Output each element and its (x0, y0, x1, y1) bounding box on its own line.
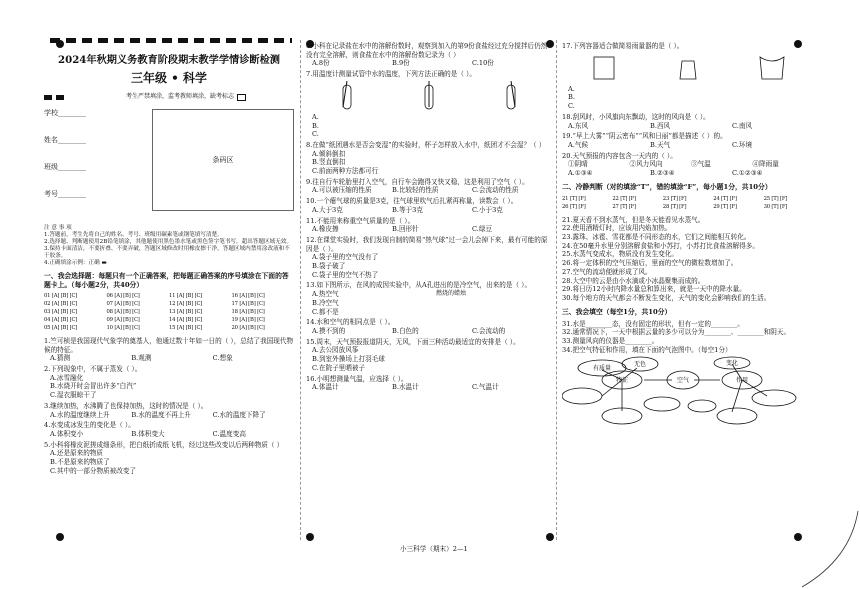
question-options (562, 160, 814, 169)
answer-option: C.①②③④ (732, 169, 763, 178)
answer-option: C. (312, 130, 319, 139)
judge-statement: 23.露珠、冰雹、雪花都是不同形态的水，它们之间能相互转化。 (562, 233, 751, 242)
question-options (306, 59, 552, 68)
question-options (306, 186, 552, 195)
choice-bubble-row[interactable]: 10 [A] [B] [C] (106, 324, 140, 331)
judge-answer-grid[interactable] (562, 196, 814, 211)
answer-option: A.气候 (568, 140, 589, 149)
answer-option: C.湿衣服晾干了 (50, 391, 97, 400)
answer-option: A.①③④ (568, 169, 593, 178)
choice-bubble-row[interactable]: 19 [A] [B] [C] (231, 316, 265, 323)
answer-option: ①阴晴 (568, 160, 588, 169)
choice-answer-grid[interactable] (44, 293, 294, 332)
note-line: 3.保持卡面清洁，不要折叠、不要弄破，答题区域修改时用橡皮擦干净，答题区域内禁用涂改液和不干胶条。 (44, 246, 290, 260)
answer-option: B.不是原来的物质了 (50, 458, 110, 467)
choice-bubble-row[interactable]: 02 [A] [B] [C] (44, 301, 78, 308)
judge-bubble-row[interactable]: 24 [T] [F] (713, 195, 737, 202)
question-text: 5.小科将橡皮泥搓成细条形，把白纸折成纸飞机，经过这些改变以后两种物质（ ） (44, 440, 284, 449)
choice-bubble-row[interactable]: 04 [A] [B] [C] (44, 316, 78, 323)
answer-option: C.前面两种方法都可行 (312, 167, 379, 176)
question-text: 7.用温度计测量试管中水的温度，下列方法正确的是（ ）。 (306, 70, 476, 79)
question-options (562, 169, 814, 178)
column-divider (556, 40, 557, 540)
registration-dot (306, 533, 314, 541)
barcode-area: 条码区 (152, 109, 294, 211)
bubble-right: 作用 (735, 377, 749, 385)
question-options (306, 225, 552, 234)
school-field[interactable]: 学校________ (44, 109, 86, 118)
answer-option: B.②③④ (650, 169, 675, 178)
question-text: 9.往自行车轮胎里打入空气，自行车会跑得又快又稳，这是利用了空气（ ）。 (306, 177, 529, 186)
answer-option: A.水的温度继续上升 (50, 410, 110, 419)
note-line: 注 意 事 项 (44, 225, 72, 232)
judge-statement: 28.大空中的云是由小水滴或小冰晶聚集而成的。 (562, 276, 705, 285)
judge-questions (562, 216, 814, 303)
choice-bubble-row[interactable]: 05 [A] [B] [C] (44, 324, 78, 331)
answer-option: A.还是原来的物质 (50, 449, 104, 458)
gauge-figures (562, 53, 814, 83)
note-line: 4.正确填涂示例：正确 ▬ (44, 260, 107, 267)
question-options (306, 346, 552, 372)
gauge-figure (754, 53, 790, 83)
bubble-center: 空气 (676, 377, 690, 385)
thermo-figure (411, 81, 447, 111)
judge-statement: 24.在50毫升水里分别溶解食盐和小苏打，小苏打比食盐溶解得多。 (562, 241, 759, 250)
question-options (562, 141, 814, 150)
answer-option: A.可以被压缩的性质 (312, 186, 372, 195)
answer-option: A.东风 (568, 121, 589, 130)
note-line: 1.答题前，考生先将自己的姓名、考号、班级用碳素笔或钢笔填写清楚。 (44, 232, 223, 239)
question-options (562, 122, 814, 131)
thermo-figures (306, 81, 552, 111)
question-text: 8.在做“纸团遇水是否会变湿”的实验时，杯子怎样放入水中，纸团才不会湿？（ ） (306, 140, 546, 149)
answer-option: B. (312, 121, 319, 130)
timing-bars (44, 95, 66, 100)
answer-option: C.温度变高 (212, 429, 246, 438)
identity-area (44, 109, 294, 217)
answer-option: B.冷空气 (312, 298, 339, 307)
question-text: 10.一个瘪气球的质量是3克，往气球里吹气后扎紧再称量，读数会（ ）。 (306, 197, 518, 206)
answer-option: A. (312, 112, 319, 121)
answer-option: B.回形针 (392, 225, 419, 234)
answer-option: B.水温计 (392, 383, 419, 392)
answer-option: A.猜测 (50, 354, 71, 363)
judge-statement: 21.夏天看不到水蒸气，但是冬天能看见水蒸气。 (562, 215, 705, 224)
answer-option: A.冰雪融化 (50, 373, 84, 382)
col1-questions (44, 337, 294, 476)
question-text: 1.竺可桢是我国现代气象学的奠基人，他通过数十年如一日的（ ），总结了我国现代物候的特征。 (44, 336, 294, 354)
question-text: 16.小明想测量气温，应选择（ ）。 (306, 374, 408, 383)
section2-title: 二、冷静判断（对的填涂“T”，错的填涂“F”，每小题1分，共10分） (562, 182, 772, 191)
class-field[interactable]: 班级________ (44, 163, 86, 172)
column-middle (306, 40, 552, 392)
answer-option: B.西风 (650, 121, 671, 130)
column-divider (300, 40, 301, 540)
judge-bubble-row[interactable]: 27 [T] [F] (612, 203, 636, 210)
choice-bubble-row[interactable]: 15 [A] [B] [C] (169, 324, 203, 331)
answer-option: C. (568, 102, 575, 111)
column-right (562, 40, 814, 431)
answer-option: C.水的温度下降了 (212, 410, 266, 419)
answer-option: B.等于3克 (392, 205, 423, 214)
judge-bubble-row[interactable]: 29 [T] [F] (713, 203, 737, 210)
question-options (306, 206, 552, 215)
fill-question: 31.水是________态，没有固定的形状，但有一定的________。 (562, 319, 744, 328)
answer-option: C.想象 (212, 354, 233, 363)
choice-bubble-row[interactable]: 20 [A] [B] [C] (231, 324, 265, 331)
question-text: 11.不能用来称重空气质量的是（ ）。 (306, 216, 415, 225)
fill-question: 34.把空气特征和作用，填在下面的气泡图中。（每空1分） (562, 345, 732, 354)
choice-bubble-row[interactable]: 16 [A] [B] [C] (231, 293, 265, 300)
fill-question: 33.测量风向的仪器是________。 (562, 337, 659, 346)
exam-title: 2024年秋期义务教育阶段期末教学学情诊断检测 (58, 54, 280, 66)
absence-text: 考生严禁填涂，监考教师填涂，缺考标志 (126, 93, 235, 101)
answer-option: A.热空气 (312, 290, 339, 299)
answer-option: ②风力风向 (629, 160, 663, 169)
answer-option: B.9份 (392, 59, 410, 68)
question-text: 20.天气预报的内容包含一天内的（ ）。 (562, 151, 677, 160)
question-text: 13.如下图所示，在风的成因实验中，从A孔进出的是冷空气，出来的是（ ）。 (306, 281, 532, 290)
question-options (562, 85, 814, 111)
choice-bubble-row[interactable]: 07 [A] [B] [C] (106, 301, 140, 308)
judge-statement: 27.空气的流动便就形成了风。 (562, 267, 652, 276)
question-options (44, 430, 294, 439)
thermo-figure (493, 81, 529, 111)
question-options (44, 374, 294, 400)
answer-option: C.小于3克 (472, 205, 503, 214)
column-left (44, 40, 294, 476)
question-text: 12.在课堂实验时，我们发现自制的简易“热气球”过一会儿会掉下来，最有可能的原因是（ ）。 (306, 235, 548, 253)
answer-option: C.会流动的性质 (472, 186, 519, 195)
question-options (306, 113, 552, 139)
gauge-figure (670, 53, 706, 83)
answer-option: B.袋子破了 (312, 262, 346, 271)
registration-dot (56, 533, 64, 541)
question-text: 4.水变成冰发生的变化是（ ）。 (44, 421, 135, 430)
question-text: 19.“早上大雾”“阴云密布”“风和日丽”都是描述（ ）的。 (562, 132, 727, 141)
answer-option: B.水的温度不再上升 (131, 410, 192, 419)
judge-bubble-row[interactable]: 23 [T] [F] (662, 195, 687, 202)
judge-statement: 22.使用酒精灯时，应该用内焰加热。 (562, 224, 672, 233)
choice-bubble-row[interactable]: 11 [A] [B] [C] (169, 293, 203, 300)
answer-option: A. (568, 84, 575, 93)
answer-option: A.去公园放风筝 (312, 346, 359, 355)
fill-question: 32.通常情况下，一天中根据云量的多少可以分为________、________和阴天。 (562, 328, 791, 337)
answer-option: C.会流动的 (472, 326, 506, 335)
absence-notice (44, 93, 294, 101)
answer-option: ④降雨量 (752, 160, 779, 169)
answer-option: B.水烧开时会冒出许多“白汽” (50, 382, 137, 391)
exam-number-field[interactable]: 考号________ (44, 190, 86, 199)
exam-subtitle: 三年级 • 科学 (130, 71, 208, 86)
choice-bubble-row[interactable]: 14 [A] [B] [C] (169, 316, 203, 323)
answer-option: B.到室外操场上打羽毛球 (312, 355, 385, 364)
answer-option: A.体温计 (312, 383, 339, 392)
judge-bubble-row[interactable]: 21 [T] [F] (562, 195, 586, 202)
answer-option: A.体积变小 (50, 429, 84, 438)
choice-bubble-row[interactable]: 18 [A] [B] [C] (231, 309, 265, 315)
answer-option: A.摸不到的 (312, 326, 346, 335)
answer-option: C.南风 (732, 121, 753, 130)
question-text: 6.小科在记录盐在水中的溶解份数时，观察到加入的第9份食盐经过充分搅拌后仍然没有完全溶解，则食盐在水中的溶解份数记录为（ ） (306, 42, 548, 59)
answer-option: A.橡皮擦 (312, 225, 339, 234)
gauge-figure (586, 53, 622, 83)
question-text: 14.水和空气的相同点是（ ）。 (306, 318, 395, 327)
choice-bubble-row[interactable]: 06 [A] [B] [C] (106, 293, 140, 300)
bubble-map (562, 356, 802, 428)
answer-option: B.天气 (650, 140, 671, 149)
answer-option: C.环境 (732, 140, 753, 149)
answer-option: B. (568, 93, 575, 102)
question-text: 18.刮风时，小风旗向东飘动，这时的风向是（ ）。 (562, 112, 710, 121)
choice-bubble-row[interactable]: 13 [A] [B] [C] (169, 309, 203, 315)
answer-option: B.体积变大 (131, 429, 165, 438)
question-options (306, 383, 552, 392)
identity-fields (44, 109, 144, 217)
bubble-c: 变化 (725, 360, 739, 368)
fill-questions (562, 320, 814, 355)
question-options (44, 449, 294, 475)
judge-statement: 25.水蒸气变成水，物质没有发生变化。 (562, 250, 678, 259)
note-line: 2.选择题、判断题使用2B铅笔填涂，其他题使用黑色墨水笔或黑色签字笔书写，超出答题区域无效。 (44, 239, 292, 246)
question-options (306, 327, 552, 336)
answer-option: B.竖直倒扣 (312, 158, 346, 167)
thermo-figure (329, 81, 365, 111)
bubble-b: 无色 (633, 361, 647, 369)
absence-box[interactable] (237, 94, 246, 101)
question-options (44, 411, 294, 420)
judge-statement: 29.将日历12小时内降水量总和算出来，就是一天中的降水量。 (562, 285, 746, 294)
choice-bubble-row[interactable]: 09 [A] [B] [C] (106, 316, 140, 323)
bubble-a: 有质量 (592, 365, 612, 373)
judge-bubble-row[interactable]: 30 [T] [F] (763, 203, 788, 210)
corner-curve (800, 509, 860, 589)
col3-questions (562, 42, 814, 178)
question-options (306, 290, 552, 316)
section3-title: 三、我会填空（每空1分，共10分） (562, 307, 672, 316)
judge-bubble-row[interactable]: 25 [T] [F] (763, 195, 788, 202)
section1-title: 一、我会选择题：每题只有一个正确答案，把每题正确答案的序号填涂在下面的答题卡上。（每小题2分，共40分） (44, 272, 289, 290)
answer-option: A.大于3克 (312, 205, 343, 214)
answer-option: C.在院子里晒被子 (312, 363, 366, 372)
answer-option: C.10份 (472, 59, 494, 68)
name-field[interactable]: 姓名________ (44, 136, 86, 145)
choice-bubble-row[interactable]: 08 [A] [B] [C] (106, 309, 140, 315)
judge-statement: 30.每个地方的天气都会不断发生变化，天气的变化会影响我们的生活。 (562, 294, 771, 302)
question-text: 17.下列容器适合做简易雨量器的是（ ）。 (562, 42, 684, 50)
choice-bubble-row[interactable]: 12 [A] [B] [C] (169, 301, 203, 308)
answer-option: B.观测 (131, 354, 152, 363)
choice-bubble-row[interactable]: 01 [A] [B] [C] (44, 293, 78, 300)
question-text: 2.下列现象中，不属于蒸发（ ）。 (44, 365, 142, 374)
bubble-left: 特征 (615, 377, 629, 385)
instructions (44, 225, 294, 267)
answer-option: C.都不是 (312, 307, 339, 316)
answer-option: C.气温计 (472, 383, 499, 392)
answer-option: A.袋子里的空气没有了 (312, 253, 379, 262)
answer-option: C.绿豆 (472, 225, 493, 234)
question-options (306, 253, 552, 279)
answer-option: B.白色的 (392, 326, 419, 335)
judge-bubble-row[interactable]: 26 [T] [F] (562, 203, 586, 210)
judge-statement: 26.将一定体积的空气压缩后，里面的空气的微粒数增加了。 (562, 259, 738, 268)
judge-bubble-row[interactable]: 22 [T] [F] (612, 195, 636, 202)
answer-option: A.8份 (312, 59, 330, 68)
answer-option: A.倾斜倒扣 (312, 149, 346, 158)
question-text: 3.继续加热，水沸腾了也保持加热，这时的情况是（ ）。 (44, 401, 208, 410)
registration-dot (546, 533, 554, 541)
answer-option: ③气温 (691, 160, 711, 169)
question-options (306, 150, 552, 176)
choice-bubble-row[interactable]: 17 [A] [B] [C] (231, 301, 265, 308)
answer-option: C.其中的一部分物质被改变了 (50, 466, 137, 475)
question-options (44, 354, 294, 363)
judge-bubble-row[interactable]: 28 [T] [F] (662, 203, 687, 210)
question-text: 15.周末，天气预报报道阴天，无风，下面三种活动最适宜的安排是（ ）。 (306, 337, 520, 346)
choice-bubble-row[interactable]: 03 [A] [B] [C] (44, 309, 78, 315)
col2-questions: 6.小科在记录盐在水中的溶解份数时，观察到加入的第9份食盐经过充分搅拌后仍然没有完全溶解，则食盐在水中的溶解份数记录为（ ） A.8份 B.9份 C.10份 7.用温度计测量试管中水的温度，下列方法正确的是（ ）。 A. B. C. 8.在做“纸团遇水是否会变湿”的实验时，杯子怎样放入水中，纸团才不会湿？（ ） A.倾斜倒扣 B.竖直倒扣 C.前面两种方法都可行 9.往自行车轮胎里打入空气，自行车会跑得又快又稳，这是利用了空气（ ）。 A.可以被压缩的性质 B.比较轻的性质 C.会流动的性质 10.一个瘪气球的质量是3克，往气球里吹气后扎紧再称量，读数会（ ）。 A.大于3克 B.等于3克 C.小于3克 11.不能用来称重空气质量的是（ ）。 A.橡皮擦 B.回形针 C.绿豆 12.在课堂实验时，我们发现自制的简易“热气球”过一会儿会掉下来，最有可能的原因是（ ）。 A.袋子里的空气没有了 B.袋子破了 C.袋子里的空气不热了 13.如下图所示，在风的成因实验中，从A孔进出的是冷空气，出来的是（ ）。 A.热空气 B.冷空气 C.都不是 燃烧的蜡烛 14.水和空气的相同点是（ ）。 A.摸不到的 B.白色的 C.会流动的 15.周末，天气预报报道阴天，无风，下面三种活动最适宜的安排是（ ）。 A.去公园放风筝 B.到室外操场上打羽毛球 C.在院子里晒被子 16.小明想测量气温，应选择（ ）。 A.体温计 B.水温计 C.气温计 (306, 42, 552, 392)
page-footer: 小三科学（期末）2—1 (400, 545, 468, 553)
answer-option: C.袋子里的空气不热了 (312, 270, 379, 279)
answer-option: B.比较轻的性质 (392, 186, 439, 195)
